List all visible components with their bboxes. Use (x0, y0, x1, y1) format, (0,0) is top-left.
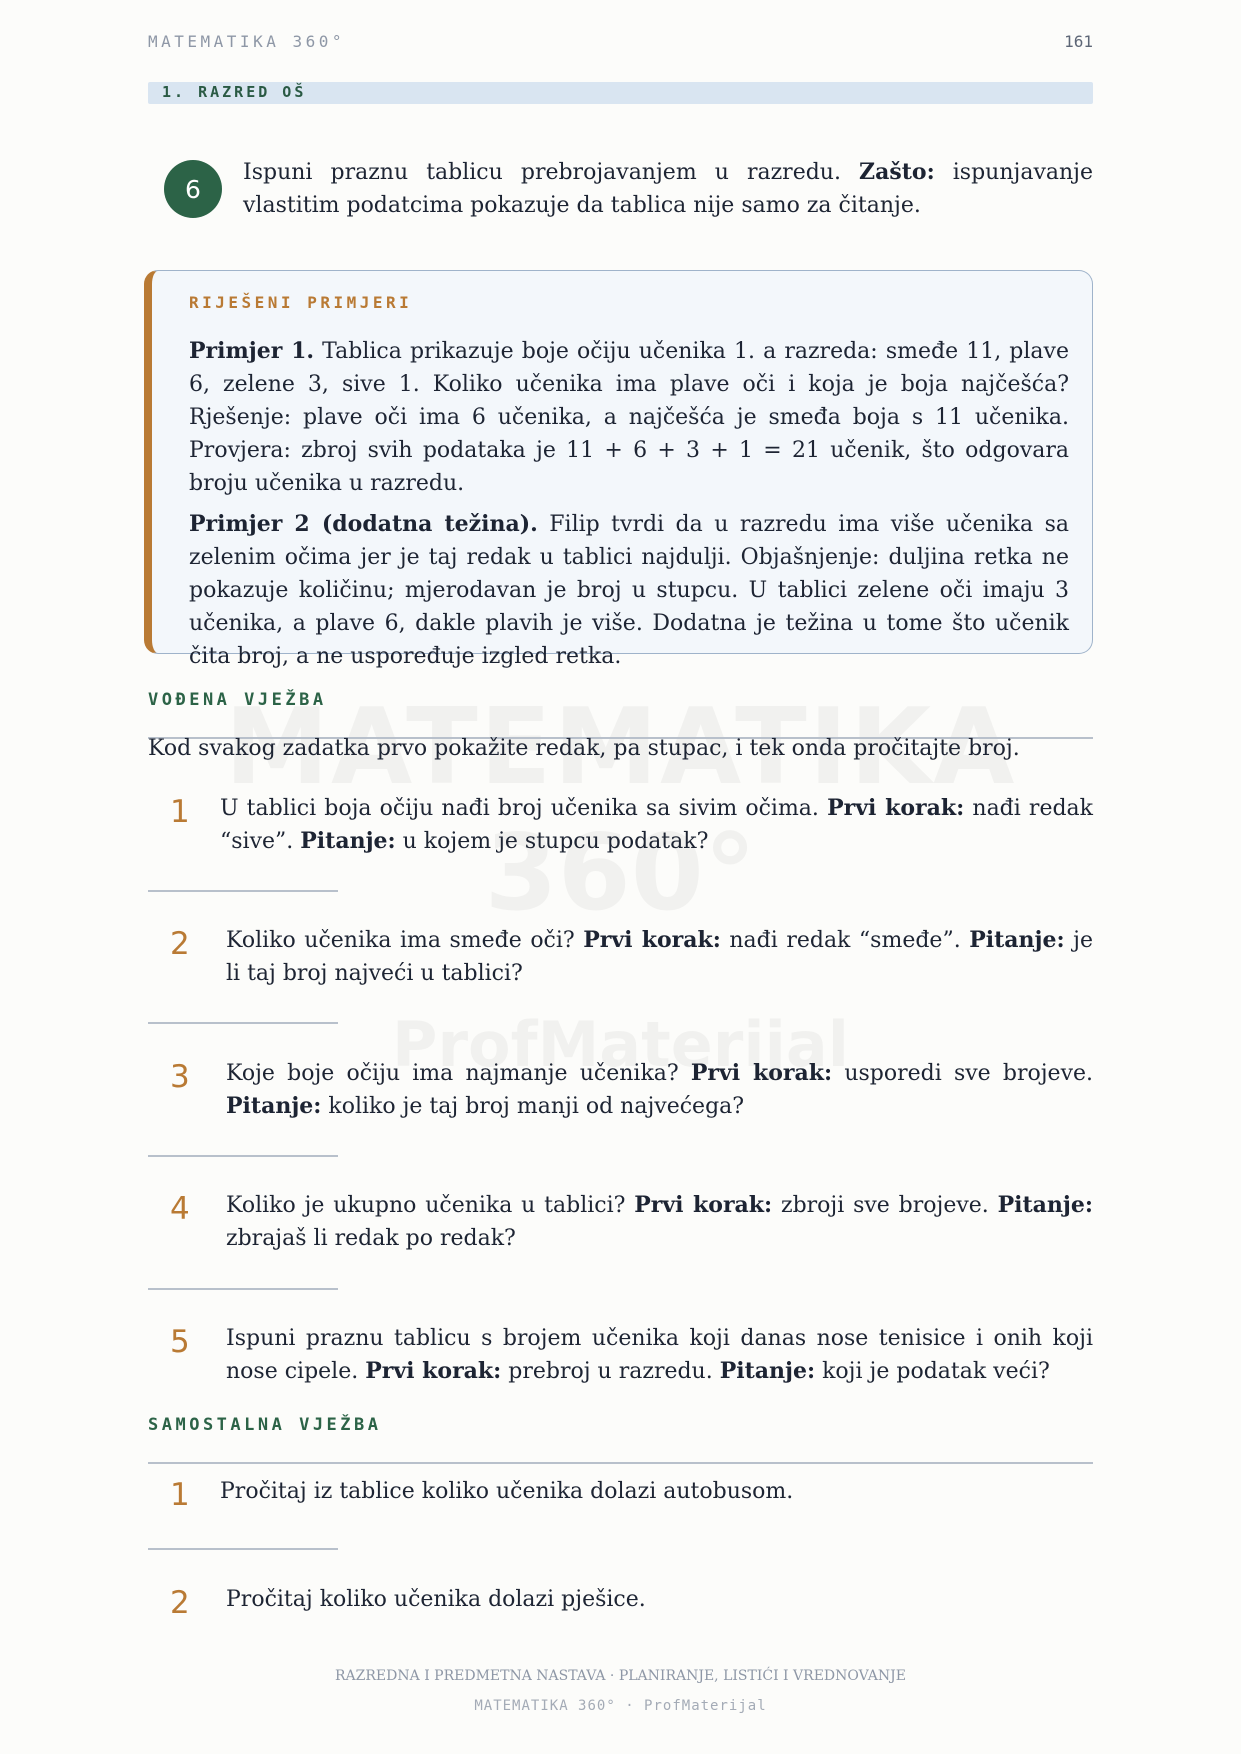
item-number: 4 (170, 1191, 190, 1227)
first-step-label: Prvi korak: (365, 1358, 502, 1384)
guided-item-4 (148, 1189, 1093, 1255)
item-number: 2 (170, 926, 190, 962)
item-separator (148, 890, 338, 892)
item-hint: koji je podatak veći? (815, 1359, 1050, 1384)
question-label: Pitanje: (300, 828, 396, 854)
question-label: Pitanje: (997, 1192, 1093, 1218)
task (148, 156, 1093, 222)
question-label: Pitanje: (969, 927, 1065, 953)
independent-item-1 (148, 1475, 1093, 1513)
item-question: Koliko je ukupno učenika u tablici? (226, 1193, 635, 1218)
item-text: Pročitaj iz tablice koliko učenika dolazi autobusom. (220, 1479, 794, 1504)
item-text (226, 924, 1093, 990)
item-separator (148, 1548, 338, 1550)
item-step: nađi redak “smeđe”. (720, 928, 970, 953)
solved-examples-box (144, 270, 1093, 669)
guided-item-5 (148, 1322, 1093, 1388)
item-number: 1 (170, 794, 190, 830)
independent-practice-rule (148, 1462, 1093, 1464)
item-question: Koliko učenika ima smeđe oči? (226, 928, 584, 953)
guided-item-1 (148, 792, 1093, 858)
item-separator (148, 1288, 338, 1290)
solved-examples-body (189, 335, 1069, 681)
item-text: Pročitaj koliko učenika dolazi pješice. (226, 1587, 646, 1612)
grade-label: 1. RAZRED OŠ (162, 83, 307, 101)
task-number-badge: 6 (164, 160, 222, 218)
first-step-label: Prvi korak: (827, 795, 965, 821)
running-header-brand: MATEMATIKA 360° (148, 32, 345, 51)
footer-line-1: RAZREDNA I PREDMETNA NASTAVA · PLANIRANJE, LISTIĆI I VREDNOVANJE (335, 1668, 906, 1684)
item-question: Ispuni praznu tablicu s brojem učenika koji danas nose tenisice i onih koji nose cipele. (226, 1326, 1093, 1384)
question-label: Pitanje: (226, 1093, 322, 1119)
item-number: 5 (170, 1324, 190, 1360)
first-step-label: Prvi korak: (690, 1060, 833, 1086)
item-hint: u kojem je stupcu podatak? (395, 829, 709, 854)
item-step: nađi redak “sive”. (220, 796, 1093, 854)
first-step-label: Prvi korak: (634, 1192, 773, 1218)
task-why-label: Zašto: (859, 159, 935, 185)
example-1-label: Primjer 1. (189, 338, 315, 364)
item-number: 2 (170, 1585, 190, 1621)
item-text (220, 792, 1093, 858)
item-separator (148, 1022, 338, 1024)
task-why-text: ispunjavanje vlastitim podatcima pokazuje da tablica nije samo za čitanje. (243, 160, 1094, 218)
page-number: 161 (1064, 32, 1093, 51)
task-main-text: Ispuni praznu tablicu prebrojavanjem u razredu. (243, 160, 860, 185)
item-separator (148, 1155, 338, 1157)
item-number: 1 (170, 1477, 190, 1513)
item-question: Koje boje očiju ima najmanje učenika? (226, 1061, 691, 1086)
example-1 (189, 335, 1069, 500)
example-2-text: Filip tvrdi da u razredu ima više učenika sa zelenim očima jer je taj redak u tablici najdulji. Objašnjenje: duljina retka ne pokazuje količinu; mjerodavan je broj u stupcu. U tablici zelene oči imaju 3 učenika, a plave 6, dakle plavih je više. Dodatna je težina u tome što učenik čita broj, a ne uspoređuje izgled retka. (189, 512, 1069, 669)
solved-examples-title: RIJEŠENI PRIMJERI (189, 293, 413, 312)
item-number: 3 (170, 1059, 190, 1095)
item-step: zbroji sve brojeve. (772, 1193, 998, 1218)
item-question: U tablici boja očiju nađi broj učenika sa sivim očima. (220, 796, 828, 821)
item-step: prebroj u razredu. (501, 1359, 720, 1384)
item-text (226, 1189, 1093, 1255)
guided-practice-intro: Kod svakog zadatka prvo pokažite redak, pa stupac, i tek onda pročitajte broj. (148, 736, 1020, 761)
item-step: usporedi sve brojeve. (832, 1061, 1094, 1086)
guided-item-3 (148, 1057, 1093, 1123)
example-2-label: Primjer 2 (dodatna težina). (189, 511, 538, 537)
item-hint: je li taj broj najveći u tablici? (226, 928, 1093, 986)
task-text (243, 156, 1093, 222)
first-step-label: Prvi korak: (583, 927, 721, 953)
independent-practice-label: SAMOSTALNA VJEŽBA (148, 1415, 382, 1435)
example-1-text: Tablica prikazuje boje očiju učenika 1. a razreda: smeđe 11, plave 6, zelene 3, sive 1. Koliko učenika ima plave oči i koja je boja najčešća? Rješenje: plave oči ima 6 učenika, a najčešća je smeđa boja s 11 učenika. Provjera: zbroj svih podataka je 11 + 6 + 3 + 1 = 21 učenik, što odgovara broju učenika u razredu. (189, 339, 1069, 496)
item-text (226, 1057, 1093, 1123)
footer-line-2: MATEMATIKA 360° · ProfMaterijal (474, 1698, 767, 1714)
item-hint: zbrajaš li redak po redak? (226, 1226, 516, 1251)
guided-practice-label: VOĐENA VJEŽBA (148, 690, 327, 710)
example-2 (189, 508, 1069, 673)
item-text (226, 1322, 1093, 1388)
guided-item-2 (148, 924, 1093, 990)
independent-item-2 (148, 1583, 1093, 1621)
item-hint: koliko je taj broj manji od najvećega? (321, 1094, 745, 1119)
grade-bar (148, 82, 1093, 104)
question-label: Pitanje: (719, 1358, 816, 1384)
